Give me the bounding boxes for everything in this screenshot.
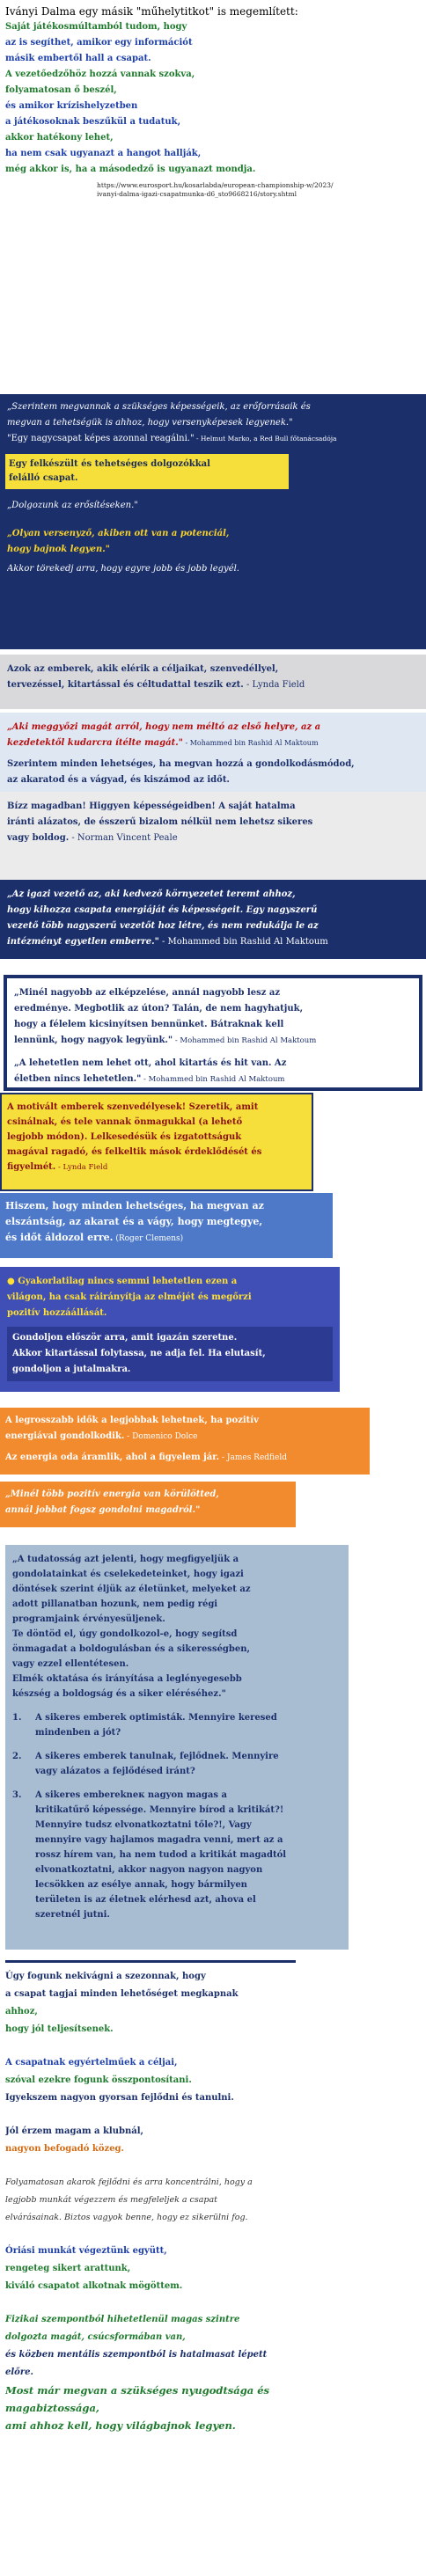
quote-line: vezető több nagyszerű vezetőt hoz létre, és nem redukálja le az (7, 921, 319, 931)
intro-line: folyamatosan ő beszél, (5, 85, 117, 95)
quote-line: magával ragadó, és felkeltik mások érdeklődését és (7, 1147, 262, 1157)
source-url-line[interactable]: https://www.eurosport.hu/kosarlabda/european-championship-w/2023/ (97, 181, 334, 189)
quote-line: csinálnak, és tele vannak önmagukkal (a lehető (7, 1117, 243, 1127)
quote-line: döntések szerint éljük az életünket, melyeket az (12, 1584, 251, 1594)
quote-panel-maktoum-3 (4, 975, 422, 1091)
quote-line: életben nincs lehetetlen." (14, 1074, 142, 1084)
quote-line: Azok az emberek, akik elérik a céljaikat, szenvedéllyel, (7, 664, 279, 674)
quote-attribution: - Helmut Marko, a Red Bull főtanácsadója (194, 435, 337, 443)
quote-potential (7, 526, 412, 558)
quote-line: „Minél több pozitív energia van körülötted, (5, 1489, 219, 1499)
quote-line: iránti alázatos, de ésszerű bizalom nélkül nem lehetsz sikeres (7, 817, 313, 827)
quote-line: Gondoljon először arra, amit igazán szeretne. (12, 1333, 238, 1343)
intro-line: Saját játékosmúltamból tudom, hogy (5, 22, 187, 32)
quote-attribution: (Roger Clemens) (113, 1234, 184, 1243)
statement-line: Fizikai szempontból hihetetlenül magas szintre (5, 2315, 240, 2324)
intro-line: másik embertől hall a csapat. (5, 54, 151, 63)
quote-text: "Egy nagycsapat képes azonnal reagálni." (7, 434, 195, 443)
list-item-line: A sikeres emberek tanulnak, fejlődnek. Mennyire (35, 1752, 279, 1761)
quote-line: gondoljon a jutalmakra. (12, 1365, 131, 1374)
statement-line: hogy jól teljesítsenek. (5, 2024, 114, 2034)
quote-attribution: - Norman Vincent Peale (69, 833, 178, 843)
quote-attribution: - James Redfield (219, 1453, 288, 1462)
statement-line: előre. (5, 2367, 33, 2377)
quote-attribution: - Mohammed bin Rashid Al Maktoum (158, 937, 328, 947)
statement-line: Most már megvan a szükséges nyugodtsága és (5, 2384, 269, 2397)
quote-line: az akaratod és a vágyad, és kiszámod az időt. (7, 775, 230, 785)
list-item-line: szeretnél jutni. (35, 1910, 110, 1920)
quote-reinforcements (7, 498, 412, 514)
quote-line: „Aki meggyőzi magát arról, hogy nem méltó az első helyre, az a (7, 722, 321, 732)
list-item-line: vagy alázatos a fejlődésed iránt? (35, 1767, 195, 1776)
quote-line: „Dolgozunk az erősítéseken." (7, 501, 138, 510)
awareness-intro (12, 1552, 342, 1701)
quote-attribution: - Lynda Field (55, 1163, 108, 1172)
quote-panel-maktoum-1 (0, 713, 426, 792)
quote-line: „Szerintem megvannak a szükséges képességeik, az erőforrásaik és (7, 402, 311, 412)
quote-line: Szerintem minden lehetséges, ha megvan hozzá a gondolkodásmódod, (7, 759, 355, 769)
quote-line: világon, ha csak ráirányítja az elméjét és megőrzi (7, 1292, 252, 1302)
source-url-line[interactable]: ivanyi-dalma-igazi-csapatmunka-d6_sto9668216/story.shtml (97, 190, 297, 198)
quote-line: eredménye. Megbotlik az úton? Talán, de nem hagyhatjuk, (14, 1004, 304, 1014)
list-item-line: A sikeres emberekneк nagyon magas a (35, 1790, 227, 1800)
success-list (12, 1710, 342, 1922)
statement-line: és közben mentális szempontból is hatalmasat lépett (5, 2350, 268, 2360)
statement-line: legjobb munkát végezzem és megfeleljek a csapat (5, 2195, 217, 2205)
quote-line: „Az igazi vezető az, aki kedvező környezetet teremt ahhoz, (7, 889, 296, 899)
quote-line: készség a boldogság és a siker eléréséhez." (12, 1689, 226, 1699)
quote-line: Te döntöd el, úgy gondolkozol-e, hogy segítsd (12, 1629, 238, 1639)
divider (5, 1960, 296, 1963)
intro-line: és amikor krízishelyzetben (5, 101, 138, 111)
quote-line: kezdetektől kudarcra ítélte magát." (7, 738, 183, 748)
quote-line: Elmék oktatása és irányítása a leglényegesebb (12, 1674, 242, 1684)
statement-line: szóval ezekre fogunk összpontosítani. (5, 2075, 192, 2085)
intro-section (5, 4, 419, 199)
quote-marko (7, 431, 412, 447)
intro-title: Iványi Dalma egy másik "műhelytitkot" is megemlített: (5, 5, 298, 18)
quote-attribution: - Mohammed bin Rashid Al Maktoum (182, 739, 319, 747)
quote-line: adott pillanatban hozunk, nem pedig régi (12, 1599, 218, 1609)
quote-line: gondolatainkat és cselekedeteinket, hogy igazi (12, 1570, 244, 1579)
quote-line: A legrosszabb idők a legjobbak lehetnek, ha pozitív (5, 1416, 259, 1425)
source-url[interactable] (97, 181, 419, 199)
quote-line: intézményt egyetlen emberre." (7, 937, 159, 947)
quote-line: hogy bajnok legyen." (7, 545, 110, 554)
quote-line: lennünk, hogy nagyok legyünk." (14, 1036, 173, 1045)
quote-line: „Minél nagyobb az elképzelése, annál nagyobb lesz az (14, 988, 281, 998)
quote-line: „Olyan versenyző, akiben ott van a potenciál, (7, 529, 230, 538)
quote-attribution: - Domenico Dolce (124, 1432, 198, 1441)
quote-capabilities (7, 399, 412, 431)
quote-line: legjobb módon). Lelkesedésük és izgatottságuk (7, 1132, 242, 1142)
list-item (12, 1788, 342, 1922)
quote-line: tervezéssel, kitartással és céltudattal teszik ezt. (7, 680, 244, 690)
statement-line: magabiztossága, (5, 2402, 99, 2414)
list-item-line: A sikeres emberek optimisták. Mennyire keresed (35, 1713, 277, 1723)
quote-line: Bízz magadban! Higgyen képességeidben! A saját hatalma (7, 801, 296, 811)
statement-line: Úgy fogunk nekivágni a szezonnak, hogy (5, 1972, 206, 1981)
list-item-line: kritikatűrő képessége. Mennyire bírod a kritikát?! (35, 1805, 284, 1815)
list-item (12, 1749, 342, 1779)
statement-line: Folyamatosan akarok fejlődni és arra koncentrálni, hogy a (5, 2177, 253, 2187)
intro-line: ha nem csak ugyanazt a hangot hallják, (5, 149, 202, 158)
quote-line: ● Gyakorlatilag nincs semmi lehetetlen ezen a (7, 1277, 238, 1286)
quote-attribution: - Mohammed bin Rashid Al Maktoum (173, 1036, 317, 1045)
list-item-line: mennyire vagy hajlamos magadra venni, mert az a (35, 1835, 283, 1845)
quote-line: annál jobbat fogsz gondolni magadról." (5, 1505, 201, 1515)
statement-line: Óriási munkát végeztünk együtt, (5, 2246, 167, 2256)
intro-line: a játékosoknak beszűkül a tudatuk, (5, 117, 181, 127)
awareness-panel (5, 1545, 349, 1950)
list-item-line: elvonatkoztatni, akkor nagyon nagyon nagyon (35, 1865, 263, 1875)
statement-line: Igyekszem nagyon gyorsan fejlődni és tanulni. (5, 2093, 234, 2103)
statement-line: dolgozta magát, csúcsformában van, (5, 2332, 186, 2342)
quote-panel-clemens (0, 1193, 333, 1258)
quote-line: Hiszem, hogy minden lehetséges, ha megvan az (5, 1200, 264, 1211)
quote-panel-maktoum-2 (0, 880, 426, 959)
list-item-line: mindenben a jót? (35, 1728, 121, 1738)
quote-panel-field (0, 655, 426, 709)
quote-line: vagy boldog. (7, 833, 70, 843)
list-item-number: 2. (12, 1752, 22, 1761)
sub-quote-box (7, 1327, 333, 1381)
quote-line: A motivált emberek szenvedélyesek! Szeretik, amit (7, 1102, 259, 1112)
quote-panel-impossible (0, 1267, 340, 1392)
quote-panel-energy (0, 1408, 370, 1475)
quote-line: programjaink érvényesüljenek. (12, 1614, 165, 1624)
list-item-line: rossz hírem van, ha nem tudod a kritikát magadtól (35, 1850, 287, 1860)
list-item-number: 3. (12, 1790, 22, 1800)
list-item-number: 1. (12, 1713, 22, 1723)
intro-line: akkor hatékony lehet, (5, 133, 114, 143)
bullet-quote (7, 1274, 333, 1321)
statement-line: rengeteg sikert arattunk, (5, 2264, 131, 2273)
quote-better (7, 561, 412, 577)
statement-line: ami ahhoz kell, hogy világbajnok legyen. (5, 2419, 236, 2432)
highlight-box-team (5, 454, 289, 489)
bottom-section (5, 1960, 419, 2434)
statement-line: ahhoz, (5, 2007, 38, 2016)
quote-line: hogy a félelem kicsinyítsen bennünket. Bátraknak kell (14, 1020, 284, 1029)
quote-panel-positive-energy (0, 1482, 296, 1527)
intro-line: az is segíthet, amikor egy információt (5, 38, 193, 48)
list-item-line: területen is az életnek elérhesd azt, ahova el (35, 1895, 256, 1905)
quote-panel-peale (0, 792, 426, 880)
quote-line: önmagadat a boldogulásban és a sikerességben, (12, 1644, 251, 1654)
quote-attribution: - Lynda Field (243, 680, 305, 690)
quote-line: elszántság, az akarat és a vágy, hogy megtegye, (5, 1216, 263, 1227)
quote-line: hogy kihozza csapata energiáját és képességeit. Egy nagyszerű (7, 905, 318, 915)
statement-line: A csapatnak egyértelműek a céljai, (5, 2058, 178, 2067)
quote-line: figyelmét. (7, 1162, 56, 1172)
highlight-line: Egy felkészült és tehetséges dolgozókkal (9, 459, 210, 469)
quote-line: pozitív hozzáállását. (7, 1308, 107, 1318)
quote-line: Az energia oda áramlik, ahol a figyelem jár. (5, 1453, 220, 1462)
quote-line: Akkor kitartással folytassa, ne adja fel. Ha elutasít, (12, 1349, 266, 1358)
statement-line: elvárásainak. Biztos vagyok benne, hogy ez sikerülni fog. (5, 2213, 248, 2222)
quote-attribution: - Mohammed bin Rashid Al Maktoum (141, 1075, 285, 1084)
quote-line: energiával gondolkodik. (5, 1431, 125, 1441)
statement-line: Jól érzem magam a klubnál, (5, 2126, 143, 2136)
intro-line: még akkor is, ha a másodedző is ugyanazt mondja. (5, 165, 256, 174)
quote-panel-navy (0, 394, 426, 649)
quote-line: „A lehetetlen nem lehet ott, ahol kitartás és hit van. Az (14, 1058, 287, 1068)
quote-panel-motivated (0, 1093, 313, 1191)
quote-panel-inner (7, 978, 419, 1087)
statement-line: kiváló csapatot alkotnak mögöttem. (5, 2281, 183, 2291)
statement-line: nagyon befogadó közeg. (5, 2144, 125, 2154)
highlight-line: felálló csapat. (9, 473, 78, 483)
intro-line: A vezetőedzőhöz hozzá vannak szokva, (5, 70, 195, 79)
list-item (12, 1710, 342, 1740)
quote-line: megvan a tehetségük is ahhoz, hogy versenyképesek legyenek." (7, 418, 293, 428)
quote-line: vagy ezzel ellentétesen. (12, 1659, 129, 1669)
quote-line: és időt áldozol erre. (5, 1232, 114, 1243)
quote-line: Akkor törekedj arra, hogy egyre jobb és jobb legyél. (7, 564, 239, 574)
quote-line: „A tudatosság azt jelenti, hogy megfigyeljük a (12, 1555, 239, 1564)
statement-line: a csapat tagjai minden lehetőséget megkapnak (5, 1989, 239, 1999)
list-item-line: lecsökken az esélye annak, hogy bármilyen (35, 1880, 247, 1890)
list-item-line: Mennyire tudsz elvonatkoztatni tőle?!, Vagy (35, 1820, 252, 1830)
